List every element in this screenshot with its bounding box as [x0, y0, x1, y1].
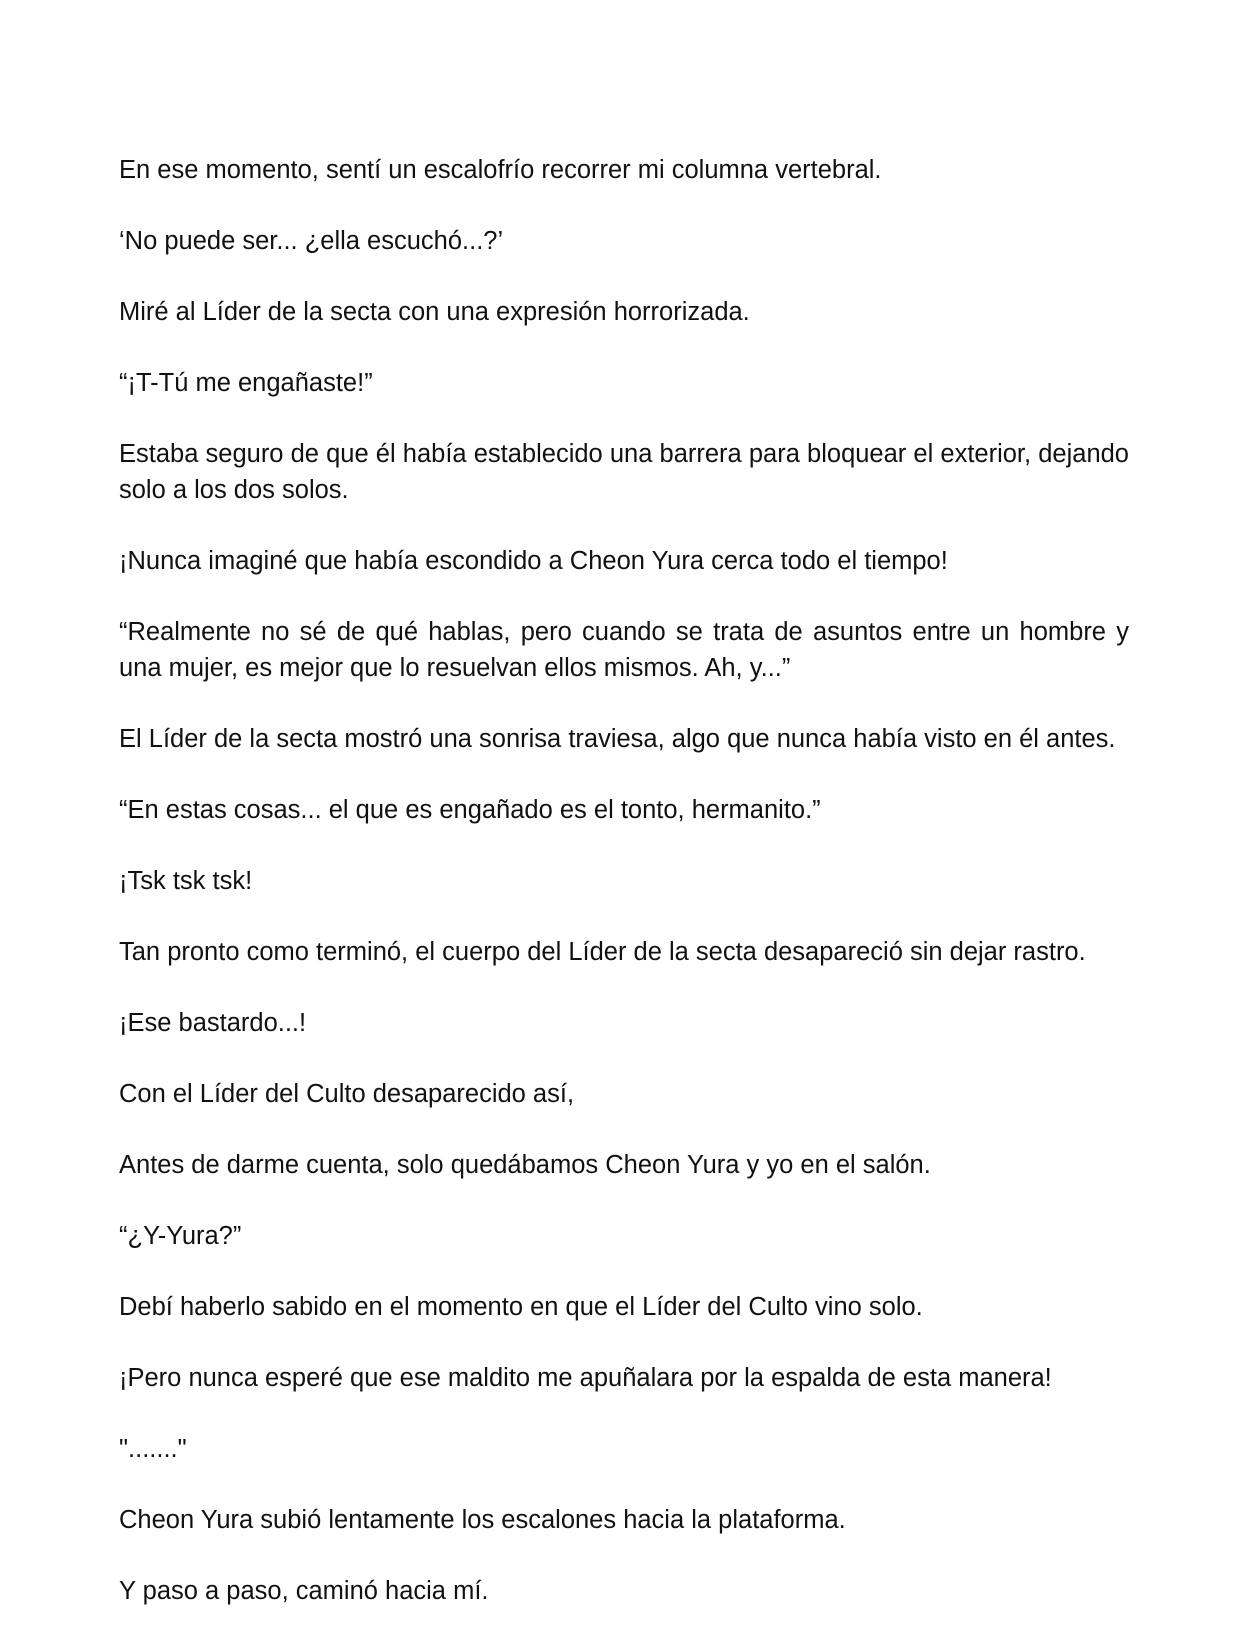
- document-body: [119, 152, 1129, 1644]
- paragraph-1: En ese momento, sentí un escalofrío recorrer mi columna vertebral.: [119, 156, 882, 184]
- paragraph-8: El Líder de la secta mostró una sonrisa traviesa, algo que nunca había visto en él antes.: [119, 725, 1116, 753]
- paragraph-11: Tan pronto como terminó, el cuerpo del Líder de la secta desapareció sin dejar rastro.: [119, 938, 1086, 966]
- paragraph-18: ".......": [119, 1435, 187, 1463]
- paragraph-5: Estaba seguro de que él había establecido una barrera para bloquear el exterior, dejando solo a los dos solos.: [119, 440, 1129, 504]
- paragraph-2: ‘No puede ser... ¿ella escuchó...?’: [119, 227, 504, 255]
- paragraph-17: ¡Pero nunca esperé que ese maldito me apuñalara por la espalda de esta manera!: [119, 1364, 1052, 1392]
- paragraph-12: ¡Ese bastardo...!: [119, 1009, 307, 1037]
- paragraph-16: Debí haberlo sabido en el momento en que el Líder del Culto vino solo.: [119, 1293, 923, 1321]
- paragraph-9: “En estas cosas... el que es engañado es el tonto, hermanito.”: [119, 796, 821, 824]
- paragraph-14: Antes de darme cuenta, solo quedábamos Cheon Yura y yo en el salón.: [119, 1151, 931, 1179]
- paragraph-6: ¡Nunca imaginé que había escondido a Cheon Yura cerca todo el tiempo!: [119, 547, 948, 575]
- paragraph-7: “Realmente no sé de qué hablas, pero cuando se trata de asuntos entre un hombre y una mujer, es mejor que lo resuelvan ellos mismos. Ah, y...”: [119, 618, 1129, 682]
- paragraph-4: “¡T-Tú me engañaste!”: [119, 369, 373, 397]
- paragraph-10: ¡Tsk tsk tsk!: [119, 867, 253, 895]
- paragraph-20: Y paso a paso, caminó hacia mí.: [119, 1577, 489, 1605]
- paragraph-15: “¿Y-Yura?”: [119, 1222, 242, 1250]
- paragraph-3: Miré al Líder de la secta con una expresión horrorizada.: [119, 298, 750, 326]
- paragraph-19: Cheon Yura subió lentamente los escalones hacia la plataforma.: [119, 1506, 846, 1534]
- paragraph-13: Con el Líder del Culto desaparecido así,: [119, 1080, 575, 1108]
